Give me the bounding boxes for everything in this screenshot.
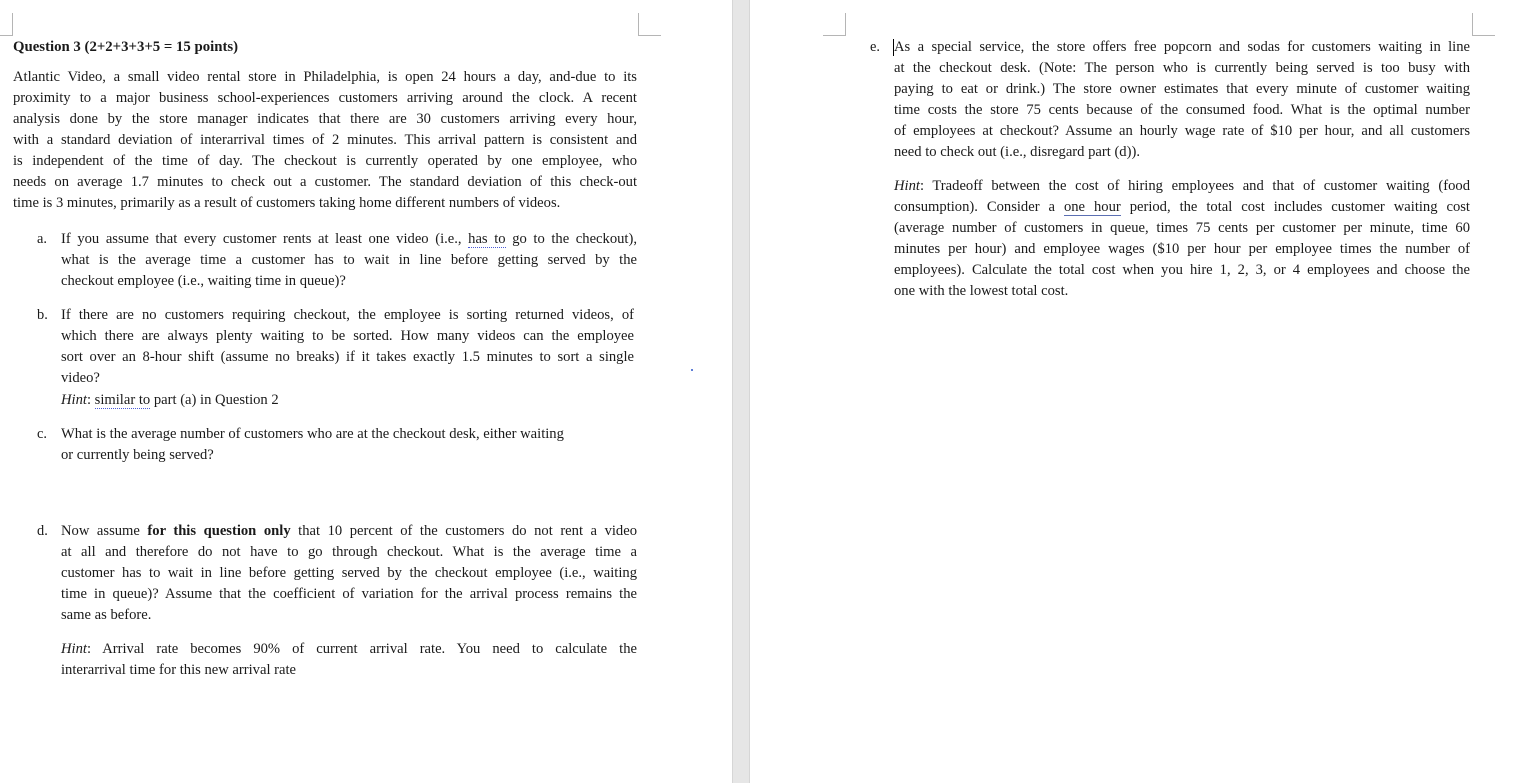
list-marker: d. [37, 523, 48, 539]
part-d-line: at all and therefore do not have to go through checkout. What is the average time a [61, 544, 637, 560]
part-e-hint-line: Hint: Tradeoff between the cost of hiring employees and that of customer waiting (food [894, 178, 1470, 194]
part-b-line: If there are no customers requiring checkout, the employee is sorting returned videos, of [61, 307, 634, 323]
spelling-underline[interactable]: has to [468, 231, 506, 247]
part-b-line: which there are always plenty waiting to be sorted. How many videos can the employee [61, 328, 634, 344]
part-b-line: sort over an 8-hour shift (assume no breaks) if it takes exactly 1.5 minutes to sort a single [61, 349, 634, 365]
question-title: Question 3 (2+2+3+3+5 = 15 points) [13, 39, 239, 55]
intro-line: needs on average 1.7 minutes to check out a customer. The standard deviation of this check-out [13, 174, 637, 190]
document-page-left[interactable] [0, 0, 732, 783]
list-marker: b. [37, 307, 48, 323]
crop-mark-top-left [823, 13, 846, 36]
part-a-line: If you assume that every customer rents at least one video (i.e., has to go to the checkout), [61, 231, 637, 247]
crop-mark-top-left [0, 13, 13, 36]
crop-mark-top-right [1472, 13, 1495, 36]
part-e-hint-line: (average number of customers in queue, times 75 cents per customer per minute, time 60 [894, 220, 1470, 236]
list-marker: c. [37, 426, 47, 442]
part-c-line: or currently being served? [61, 447, 214, 463]
page-gutter [732, 0, 750, 783]
intro-line: proximity to a major business school-experiences customers arriving around the clock. A recent [13, 90, 637, 106]
part-e-hint-line: one with the lowest total cost. [894, 283, 1069, 299]
part-b-line: video? [61, 370, 100, 386]
document-page-right[interactable] [750, 0, 1535, 783]
part-e-line: need to check out (i.e., disregard part (d)). [894, 144, 1140, 160]
part-e-line: paying to eat or drink.) The store owner estimates that every minute of customer waiting [894, 81, 1470, 97]
part-e-hint-line: employees). Calculate the total cost when you hire 1, 2, 3, or 4 employees and choose the [894, 262, 1470, 278]
part-e-hint-line: minutes per hour) and employee wages ($10 per hour per employee times the number of [894, 241, 1470, 257]
intro-line: analysis done by the store manager indicates that there are 30 customers arriving every hour, [13, 111, 637, 127]
part-d-hint-line: Hint: Arrival rate becomes 90% of current arrival rate. You need to calculate the [61, 641, 637, 657]
part-e-line: time costs the store 75 cents because of the consumed food. What is the optimal number [894, 102, 1470, 118]
list-marker: e. [870, 39, 880, 55]
part-e-line: at the checkout desk. (Note: The person who is currently being served is too busy with [894, 60, 1470, 76]
list-marker: a. [37, 231, 47, 247]
grammar-underline[interactable]: one hour [1063, 199, 1121, 215]
part-d-hint-line: interarrival time for this new arrival rate [61, 662, 297, 678]
part-e-hint-line: consumption). Consider a one hour period, the total cost includes customer waiting cost [894, 199, 1470, 215]
part-d-line: same as before. [61, 607, 152, 623]
part-d-line: customer has to wait in line before getting served by the checkout employee (i.e., waiting [61, 565, 637, 581]
part-a-line: what is the average time a customer has to wait in line before getting served by the [61, 252, 637, 268]
intro-line: with a standard deviation of interarrival times of 2 minutes. This arrival pattern is consistent and [13, 132, 637, 148]
spelling-underline[interactable]: similar to [94, 392, 151, 408]
formatting-mark [691, 369, 693, 371]
part-d-line: time in queue)? Assume that the coefficient of variation for the arrival process remains the [61, 586, 637, 602]
part-c-line: What is the average number of customers who are at the checkout desk, either waiting [61, 426, 564, 442]
part-a-line: checkout employee (i.e., waiting time in queue)? [61, 273, 346, 289]
intro-line: is independent of the time of day. The checkout is currently operated by one employee, who [13, 153, 637, 169]
crop-mark-top-right [638, 13, 661, 36]
part-d-line: Now assume for this question only that 10 percent of the customers do not rent a video [61, 523, 637, 539]
intro-line: time is 3 minutes, primarily as a result of customers taking home different numbers of videos. [13, 195, 561, 211]
part-b-hint: Hint: similar to part (a) in Question 2 [61, 392, 279, 408]
part-e-line: As a special service, the store offers free popcorn and sodas for customers waiting in line [894, 39, 1470, 55]
intro-line: Atlantic Video, a small video rental store in Philadelphia, is open 24 hours a day, and-due to its [13, 69, 637, 85]
part-e-line: of employees at checkout? Assume an hourly wage rate of $10 per hour, and all customers [894, 123, 1470, 139]
